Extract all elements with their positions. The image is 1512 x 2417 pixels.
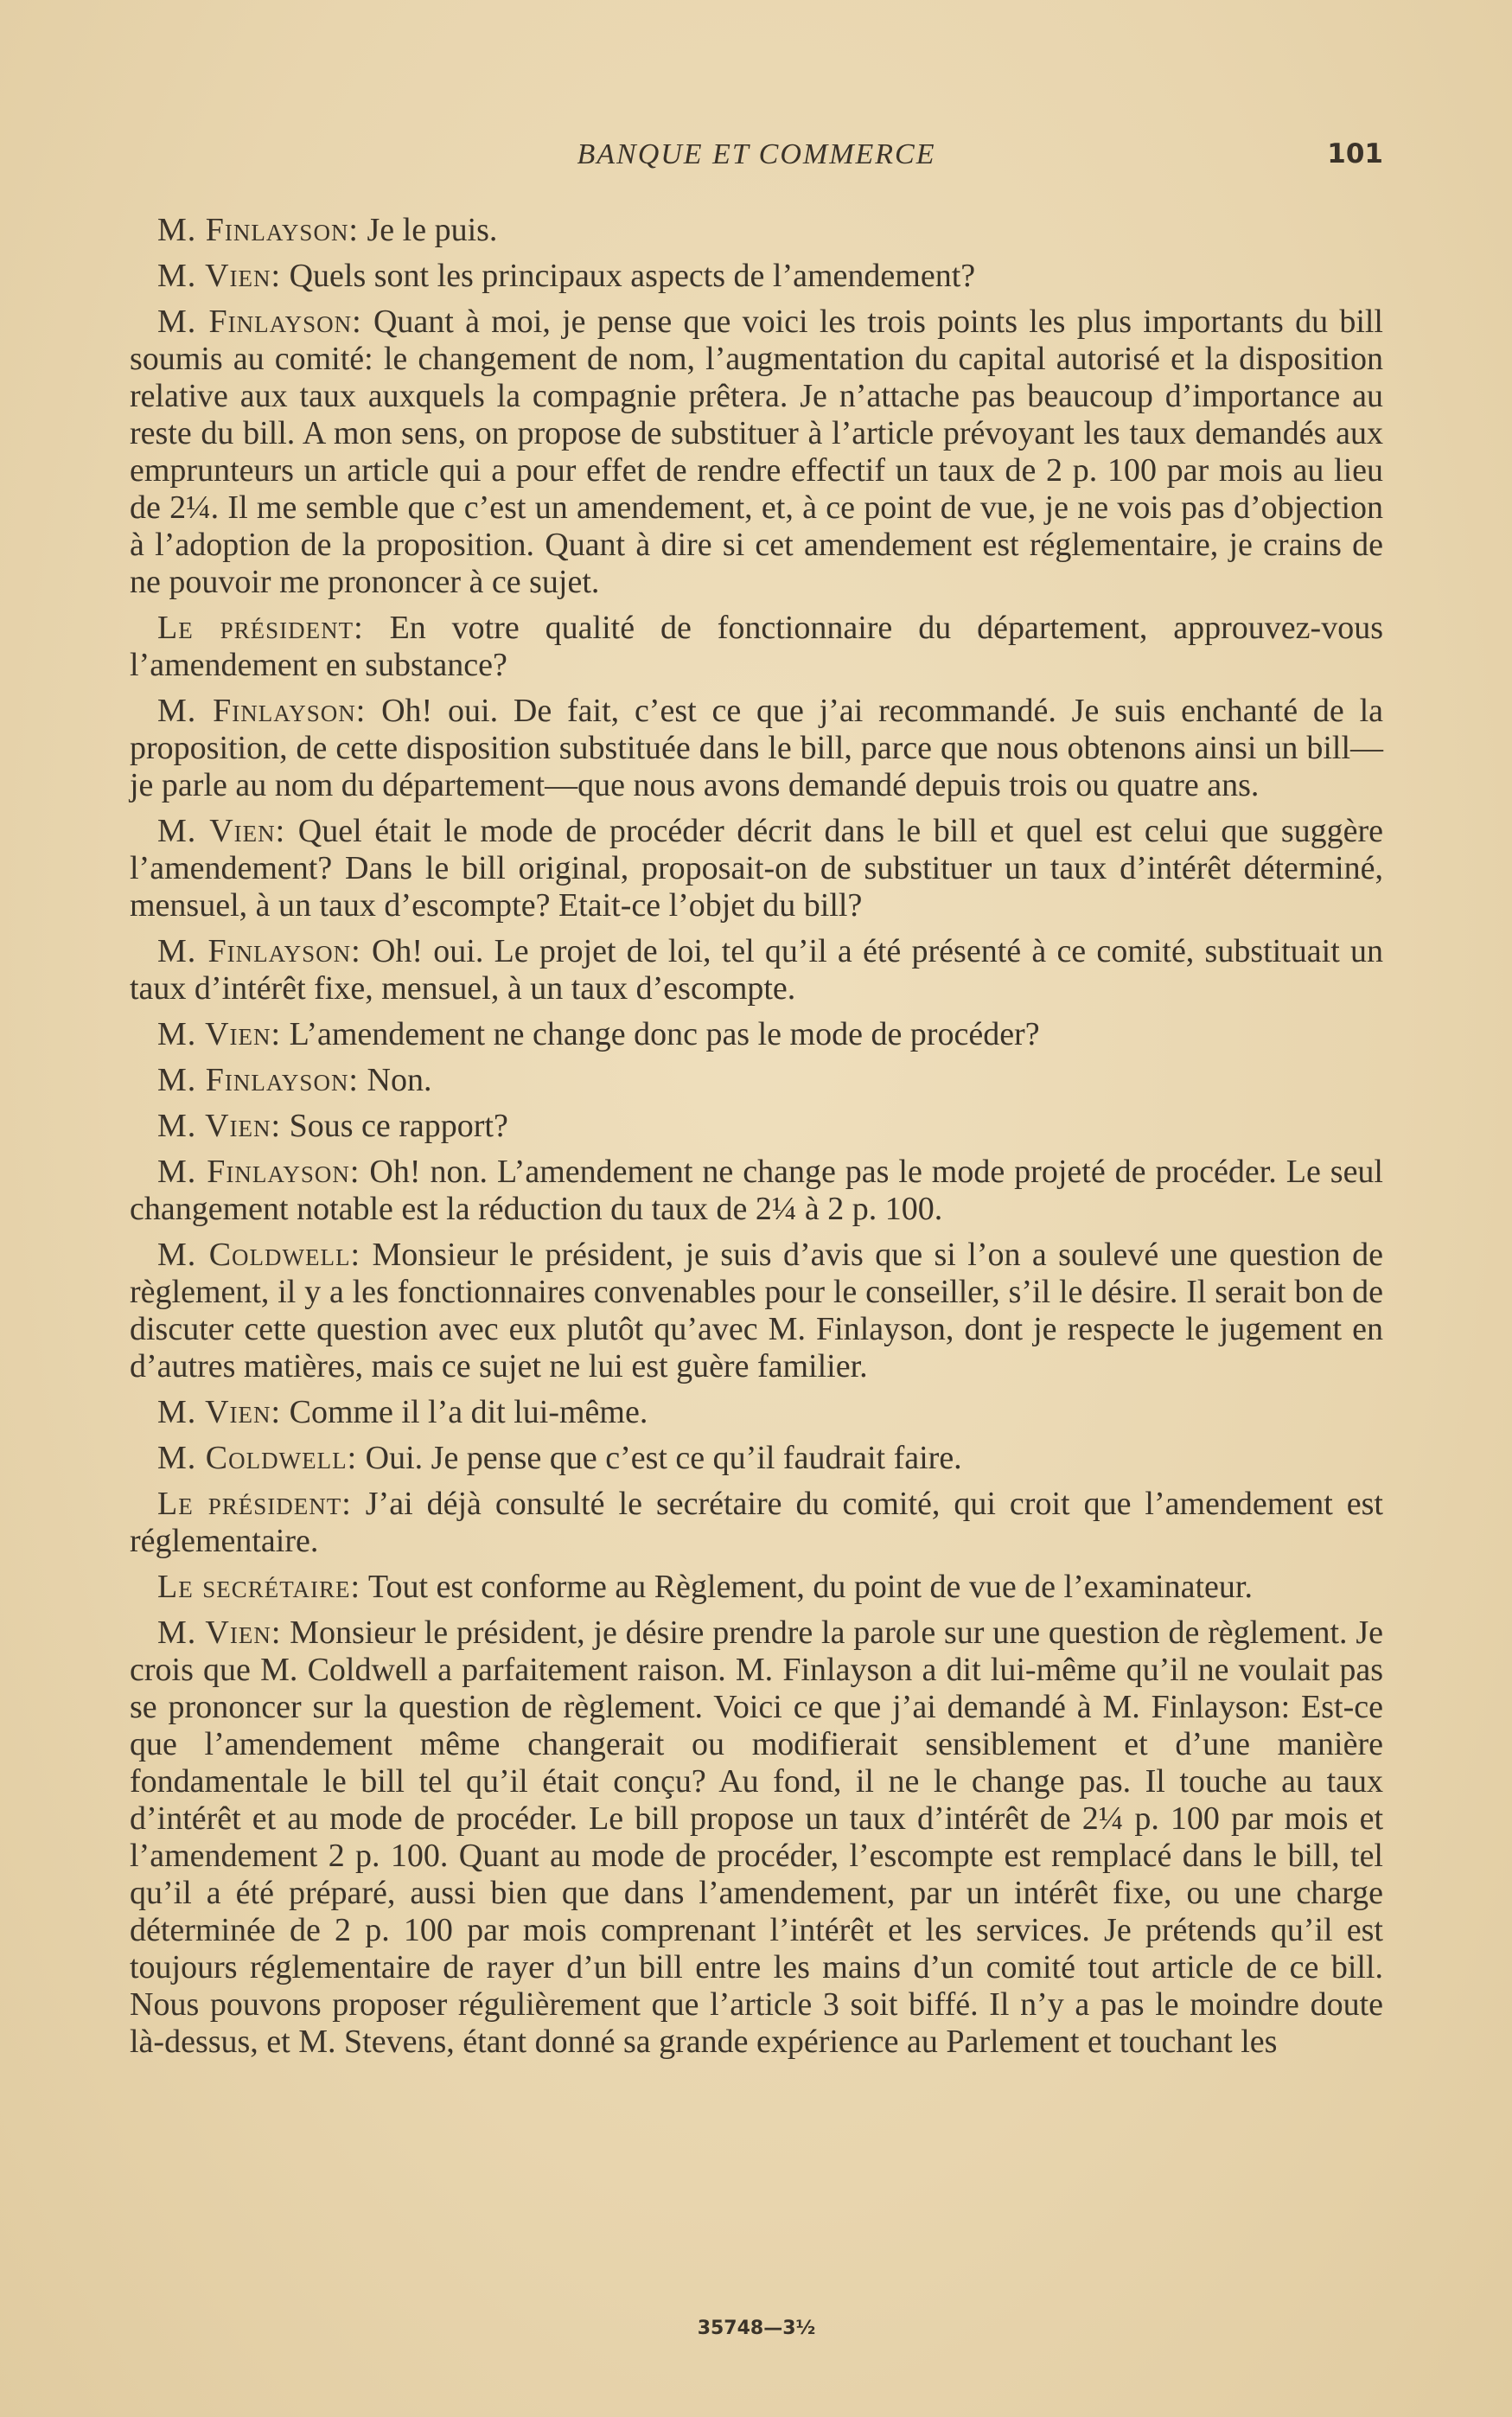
speaker-name: M. Finlayson: [157, 304, 362, 340]
speaker-name: M. Vien: [157, 258, 282, 294]
paragraph-text: Monsieur le président, je suis d’avis que si l’on a soulevé une question de règlement, il y a les fonctionnaires convenables pour le conseiller, s’il le désire. Il serait bon de discuter cette question avec eux plutôt qu’avec M. Finlayson, dont je respecte le jugement en d’autres matières, mais ce sujet ne lui est guère familier. [130, 1237, 1383, 1384]
paragraph-text: En votre qualité de fonctionnaire du département, approuvez-vous l’amendement en substance? [130, 610, 1383, 683]
speaker-name: M. Coldwell: [157, 1237, 361, 1273]
paragraph-text: Oui. Je pense que c’est ce qu’il faudrait faire. [357, 1440, 962, 1476]
speaker-name: M. Finlayson: [157, 933, 361, 969]
paragraph-text: Quels sont les principaux aspects de l’amendement? [281, 258, 976, 294]
paragraph [130, 304, 1383, 601]
speaker-name: M. Finlayson: [157, 1062, 359, 1098]
speaker-name: M. Coldwell: [157, 1440, 358, 1476]
paragraph-text: Comme il l’a dit lui-même. [281, 1394, 648, 1430]
speaker-name: M. Finlayson: [157, 693, 367, 729]
paragraph-text: Quel était le mode de procéder décrit dans le bill et quel est celui que suggère l’amendement? Dans le bill original, proposait-on de substituer un taux d’intérêt déterminé, mensuel, à un taux d’escompte? Etait-ce l’objet du bill? [130, 813, 1384, 924]
paragraph [130, 1486, 1383, 1560]
paragraph-text: Oh! non. L’amendement ne change pas le mode projeté de procéder. Le seul changement notable est la réduction du taux de 2¼ à 2 p. 100. [130, 1154, 1383, 1227]
paragraph-text: Non. [359, 1062, 432, 1098]
page-header [130, 138, 1383, 182]
paragraph [130, 1615, 1383, 2061]
paragraph [130, 813, 1383, 924]
speaker-name: M. Finlayson: [157, 1154, 360, 1190]
paragraph-text: Sous ce rapport? [281, 1108, 508, 1144]
paragraph [130, 1016, 1383, 1053]
paragraph [130, 212, 1383, 249]
speaker-name: M. Vien: [157, 1016, 282, 1052]
paragraph [130, 1237, 1383, 1385]
paragraph [130, 258, 1383, 295]
paragraph [130, 1062, 1383, 1099]
paragraph-text: Oh! oui. De fait, c’est ce que j’ai recommandé. Je suis enchanté de la proposition, de cette disposition substituée dans le bill, parce que nous obtenons ainsi un bill—je parle au nom du département—que nous avons demandé depuis trois ou quatre ans. [130, 693, 1384, 803]
paragraph [130, 933, 1383, 1007]
paragraph-text: Tout est conforme au Règlement, du point de vue de l’examinateur. [360, 1569, 1253, 1605]
speaker-name: Le président: [157, 1486, 352, 1522]
paragraph [130, 1108, 1383, 1145]
speaker-name: M. Vien: [157, 813, 286, 849]
body-text [130, 212, 1383, 2069]
paragraph [130, 1154, 1383, 1228]
speaker-name: M. Vien: [157, 1615, 282, 1651]
printer-signature: 35748—3½ [697, 2318, 816, 2339]
paragraph [130, 1440, 1383, 1477]
paragraph [130, 1394, 1383, 1431]
paragraph-text: L’amendement ne change donc pas le mode de procéder? [281, 1016, 1040, 1052]
running-title: BANQUE ET COMMERCE [577, 138, 936, 170]
speaker-name: M. Vien: [157, 1394, 282, 1430]
speaker-name: Le président: [157, 610, 364, 646]
speaker-name: M. Vien: [157, 1108, 282, 1144]
paragraph-text: Oh! oui. Le projet de loi, tel qu’il a été présenté à ce comité, substituait un taux d’intérêt fixe, mensuel, à un taux d’escompte. [130, 933, 1384, 1007]
paragraph [130, 693, 1383, 804]
paragraph-text: J’ai déjà consulté le secrétaire du comité, qui croit que l’amendement est réglementaire. [130, 1486, 1383, 1559]
paragraph-text: Quant à moi, je pense que voici les trois points les plus importants du bill soumis au comité: le changement de nom, l’augmentation du capital autorisé et la disposition relative aux taux auxquels la compagnie prêtera. Je n’attache pas beaucoup d’importance au reste du bill. A mon sens, on propose de substituer à l’article prévoyant les taux demandés aux emprunteurs un article qui a pour effet de rendre effectif un taux de 2 p. 100 par mois au lieu de 2¼. Il me semble que c’est un amendement, et, à ce point de vue, je ne vois pas d’objection à l’adoption de la proposition. Quant à dire si cet amendement est réglementaire, je crains de ne pouvoir me prononcer à ce sujet. [130, 304, 1383, 600]
paragraph [130, 610, 1383, 684]
paragraph-text: Monsieur le président, je désire prendre la parole sur une question de règlement. Je crois que M. Coldwell a parfaitement raison. M. Finlayson a dit lui-même qu’il ne voulait pas se prononcer sur la question de règlement. Voici ce que j’ai demandé à M. Finlayson: Est-ce que l’amendement même changerait ou modifierait sensiblement et d’une manière fondamentale le bill tel qu’il était conçu? Au fond, il ne le change pas. Il touche au taux d’intérêt et au mode de procéder. Le bill propose un taux d’intérêt de 2¼ p. 100 par mois et l’amendement 2 p. 100. Quant au mode de procéder, l’escompte est remplacé dans le bill, tel qu’il a été préparé, aussi bien que dans l’amendement, par un intérêt fixe, ou une charge déterminée de 2 p. 100 par mois comprenant l’intérêt et les services. Je prétends qu’il est toujours réglementaire de rayer d’un bill entre les mains d’un comité tout article de ce bill. Nous pouvons proposer régulièrement que l’article 3 soit biffé. Il n’y a pas le moindre doute là-dessus, et M. Stevens, étant donné sa grande expérience au Parlement et touchant les [130, 1615, 1383, 2060]
paragraph [130, 1569, 1383, 1606]
speaker-name: M. Finlayson: [157, 212, 359, 248]
speaker-name: Le secrétaire: [157, 1569, 361, 1605]
paragraph-text: Je le puis. [359, 212, 498, 248]
page-number: 101 [1327, 138, 1383, 169]
